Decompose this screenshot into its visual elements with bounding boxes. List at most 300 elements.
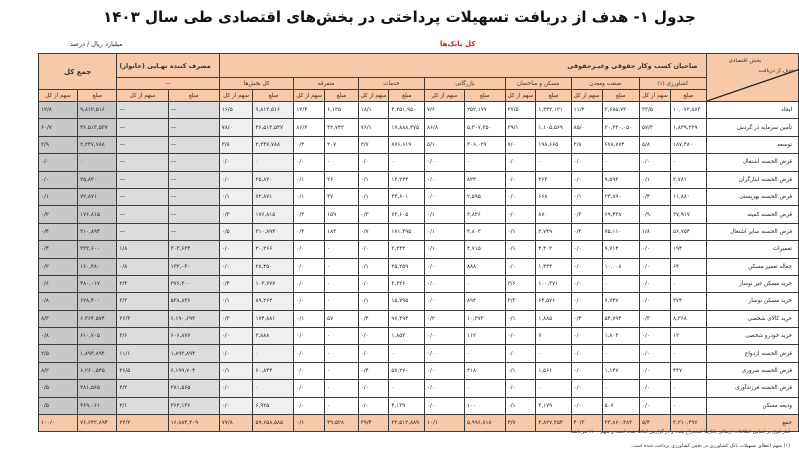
- amount-cell: ۰: [464, 380, 505, 397]
- amount-cell: ۵,۹۹۶,۸۱۸: [464, 415, 505, 432]
- amount-cell: ۱۶,۸۸۴,۴۰۹: [168, 415, 219, 432]
- amount-cell: ۱۰,۳۷۳: [464, 310, 505, 327]
- amount-cell: ۱۰۳,۷۷۷: [253, 275, 294, 292]
- amount-cell: —: [168, 102, 219, 119]
- amount-cell: ۱۰۰,۳۷۱: [536, 275, 571, 292]
- amount-cell: ۶,۹۲۵: [253, 397, 294, 414]
- share-cell: ۰/۰: [571, 241, 602, 258]
- share-cell: ۰/۱: [571, 188, 602, 205]
- share-cell: ۱۱/۲: [571, 102, 602, 119]
- row-label: خرید مسکن نوساز: [706, 293, 798, 310]
- share-cell: ۰/۵: [39, 380, 78, 397]
- share-cell: ۰/۱: [505, 241, 536, 258]
- table-row: [39, 397, 799, 414]
- header-business-owners: صاحبان کسب وکار حقوقی وغیـرحقوقی: [219, 54, 706, 78]
- amount-cell: ۳,۲۲۶: [389, 275, 425, 292]
- share-cell: ۰/۱: [358, 258, 389, 275]
- amount-cell: ۱۰,۰۷۲,۸۸۳: [670, 102, 706, 119]
- share-cell: ۰/۱: [294, 310, 325, 327]
- amount-cell: ۸۹,۲۶۴: [253, 293, 294, 310]
- amount-cell: ۲۳,۵۱۳,۸۸۹: [389, 415, 425, 432]
- amount-cell: ۵۷: [325, 310, 359, 327]
- share-cell: ۰/۴: [39, 223, 78, 240]
- subheader-share: سهم از کل: [425, 90, 465, 102]
- banks-label: کل بانک‌ها: [440, 40, 476, 48]
- table-row: [39, 380, 799, 397]
- amount-cell: ۱,۱۴۷: [602, 362, 639, 379]
- subheader-amount: مبلغ: [78, 90, 117, 102]
- amount-cell: ۵۳۸,۸۳۶: [168, 293, 219, 310]
- amount-cell: ۴,۸۰۳: [464, 223, 505, 240]
- row-label: جمع: [706, 415, 798, 432]
- amount-cell: ۲,۶۸۵,۷۳۰: [602, 102, 639, 119]
- amount-cell: ۰: [325, 380, 359, 397]
- share-cell: ۰/۱: [425, 206, 465, 223]
- share-cell: ۲/۴: [117, 275, 168, 292]
- share-cell: ۰/۰: [219, 171, 253, 188]
- amount-cell: ۰: [325, 293, 359, 310]
- amount-cell: ۲,۷۸۱: [670, 171, 706, 188]
- table-row: [39, 275, 799, 292]
- share-cell: —: [117, 136, 168, 153]
- share-cell: ۱۸/۱: [358, 102, 389, 119]
- share-cell: ۰/۰: [219, 380, 253, 397]
- share-cell: ۰/۰: [505, 258, 536, 275]
- header-final-consumer: مصرف کننده نهـایی (خانوار): [117, 54, 219, 78]
- header-grand-total: جمع کل: [39, 54, 117, 90]
- amount-cell: ۱۷۱,۴۹۵: [389, 223, 425, 240]
- share-cell: ۰/۰: [640, 345, 671, 362]
- row-label: توسعه: [706, 136, 798, 153]
- subheader-amount: مبلغ: [536, 90, 571, 102]
- amount-cell: —: [168, 136, 219, 153]
- share-cell: ۵/۱: [425, 136, 465, 153]
- table-row: [39, 188, 799, 205]
- share-cell: ۰/۰: [425, 380, 465, 397]
- amount-cell: ۳۲۳,۶۰۰: [78, 241, 117, 258]
- share-cell: ۰/۱: [294, 415, 325, 432]
- amount-cell: ۸۷۶,۶۱۹: [389, 136, 425, 153]
- amount-cell: ۱۲,۲۴۴: [389, 171, 425, 188]
- share-cell: ۰/۰: [358, 397, 389, 414]
- amount-cell: ۳,۸۸۸: [253, 328, 294, 345]
- share-cell: ۰/۰: [425, 188, 465, 205]
- share-cell: ۰/۱: [294, 188, 325, 205]
- amount-cell: ۳۸۱,۵۶۵: [78, 380, 117, 397]
- amount-cell: ۲۸,۴۵۰: [253, 258, 294, 275]
- amount-cell: ۵۰۷: [602, 397, 639, 414]
- share-cell: ۰/۰: [294, 241, 325, 258]
- amount-cell: ۶۲۸,۴۰۰: [78, 293, 117, 310]
- amount-cell: ۰: [670, 154, 706, 171]
- amount-cell: ۲,۸۲۷,۴۵۴: [536, 415, 571, 432]
- amount-cell: ۱,۱۰۵,۵۶۹: [536, 119, 571, 136]
- share-cell: ۰/۴: [294, 136, 325, 153]
- share-cell: ۰/۵: [39, 397, 78, 414]
- amount-cell: ۸۹۴: [464, 293, 505, 310]
- amount-cell: ۵۹,۶۵۸,۵۸۵: [253, 415, 294, 432]
- share-cell: ۰/۰: [425, 362, 465, 379]
- amount-cell: ۳,۲۱۰,۴۹۶: [670, 415, 706, 432]
- amount-cell: ۱۸۷,۴۸۰: [670, 136, 706, 153]
- amount-cell: ۱۲: [670, 328, 706, 345]
- table-row: [39, 119, 799, 136]
- share-cell: ۰/۰: [571, 362, 602, 379]
- share-cell: ۲/۹: [39, 136, 78, 153]
- share-cell: —: [117, 206, 168, 223]
- share-cell: ۵/۸: [640, 136, 671, 153]
- row-label: خرید خودرو شخصی: [706, 328, 798, 345]
- share-cell: ۰/۰: [640, 275, 671, 292]
- table-row: [39, 345, 799, 362]
- amount-cell: ۶,۱۳۵: [325, 102, 359, 119]
- unit-note: میلیارد ریال / درصد: [70, 40, 123, 48]
- table-row: [39, 241, 799, 258]
- amount-cell: —: [168, 171, 219, 188]
- share-cell: ۰/۰: [505, 380, 536, 397]
- share-cell: —: [117, 223, 168, 240]
- share-cell: ۰/۰: [425, 171, 465, 188]
- amount-cell: ۱,۸۳۹,۲۲۹: [670, 119, 706, 136]
- subheader-amount: مبلغ: [670, 90, 706, 102]
- share-cell: ۰/۰: [358, 241, 389, 258]
- share-cell: ۰/۰: [39, 171, 78, 188]
- share-cell: ۰/۰: [505, 345, 536, 362]
- amount-cell: ۰: [253, 345, 294, 362]
- share-cell: ۰/۰: [294, 154, 325, 171]
- amount-cell: ۰: [602, 345, 639, 362]
- amount-cell: ۳۰۳,۶۳۴: [168, 241, 219, 258]
- amount-cell: ۱,۸۰۳: [602, 328, 639, 345]
- row-label: قرض الحسنه ایثارگران: [706, 171, 798, 188]
- share-cell: ۴۰/۳: [571, 415, 602, 432]
- share-cell: ۰/۱: [640, 171, 671, 188]
- share-cell: ۸۶/۸: [425, 119, 465, 136]
- share-cell: ۱/۸: [640, 223, 671, 240]
- subheader-share: سهم از کل: [219, 90, 253, 102]
- amount-cell: ۰: [536, 345, 571, 362]
- subheader-share: سهم از کل: [640, 90, 671, 102]
- row-label: قرض الحسنه سایر اشتغال: [706, 223, 798, 240]
- share-cell: ۰/۱: [219, 293, 253, 310]
- share-cell: ۰/۰: [425, 397, 465, 414]
- share-cell: ۰/۱: [505, 397, 536, 414]
- share-cell: ۰/۰: [425, 293, 465, 310]
- amount-cell: ۴۸۰,۰۱۷: [78, 275, 117, 292]
- row-label: قرض الحسنه ضروری: [706, 362, 798, 379]
- table-row: [39, 258, 799, 275]
- share-cell: ۰/۰: [505, 188, 536, 205]
- header-sector-services: خدمات: [358, 78, 424, 90]
- share-cell: ۰/۱: [358, 171, 389, 188]
- page-title: جدول ۱- هدف از دریافت تسهیلات پرداختی در بخش‌های اقتصادی طی سال ۱۴۰۳: [103, 8, 696, 26]
- amount-cell: ۵۷,۲۷۰: [389, 362, 425, 379]
- amount-cell: ۰: [325, 362, 359, 379]
- share-cell: ۰/۰: [294, 397, 325, 414]
- share-cell: —: [117, 188, 168, 205]
- share-cell: ۰/۰: [358, 345, 389, 362]
- share-cell: ۲/۵: [39, 345, 78, 362]
- amount-cell: ۰: [325, 241, 359, 258]
- amount-cell: ۰: [536, 154, 571, 171]
- amount-cell: ۱۷۶,۸۱۵: [253, 206, 294, 223]
- row-label: ودیعه مسکن: [706, 397, 798, 414]
- table-row: [39, 223, 799, 240]
- amount-cell: ۲,۷۴۹: [536, 223, 571, 240]
- share-cell: ۰/۳: [571, 223, 602, 240]
- amount-cell: ۰: [389, 380, 425, 397]
- table-row: [39, 102, 799, 119]
- share-cell: ۰/۳: [358, 206, 389, 223]
- amount-cell: ۶۰,۸۴۴: [253, 362, 294, 379]
- share-cell: ۱۲/۸: [39, 102, 78, 119]
- subheader-share: سهم از کل: [571, 90, 602, 102]
- share-cell: ۴/۷: [505, 415, 536, 432]
- subheader-amount: مبلغ: [325, 90, 359, 102]
- amount-cell: ۶۱۰,۷۰۵: [78, 328, 117, 345]
- amount-cell: ۴۶,۵۱۳,۵۳۷: [253, 119, 294, 136]
- share-cell: ۰/۰: [294, 328, 325, 345]
- amount-cell: ۳۱۰,۸۹۴: [78, 223, 117, 240]
- share-cell: ۳۹/۴: [358, 415, 389, 432]
- amount-cell: ۱۷۴,۸۸۱: [253, 310, 294, 327]
- share-cell: ۰/۴: [640, 188, 671, 205]
- share-cell: ۰/۰: [294, 275, 325, 292]
- share-cell: ۳/۸: [219, 136, 253, 153]
- amount-cell: ۸۲۴: [464, 171, 505, 188]
- share-cell: ۰/۰: [571, 293, 602, 310]
- amount-cell: ۳۳,۸۰۱: [389, 188, 425, 205]
- share-cell: ۰/۰: [219, 328, 253, 345]
- share-cell: ۰/۴: [358, 310, 389, 327]
- share-cell: ۳/۳: [117, 293, 168, 310]
- amount-cell: ۰: [325, 258, 359, 275]
- share-cell: ۰/۰: [640, 380, 671, 397]
- share-cell: ۰/۱: [358, 188, 389, 205]
- share-cell: ۰/۰: [505, 171, 536, 188]
- table-row: [39, 310, 799, 327]
- amount-cell: ۳,۲۴۴: [389, 241, 425, 258]
- amount-cell: ۲۵,۸۳۰: [78, 171, 117, 188]
- share-cell: ۰/۰: [219, 397, 253, 414]
- share-cell: ۷/۰: [505, 136, 536, 153]
- share-cell: ۰/۰: [219, 154, 253, 171]
- amount-cell: ۰: [389, 154, 425, 171]
- share-cell: ۰/۴: [39, 241, 78, 258]
- share-cell: ۰/۰: [219, 241, 253, 258]
- amount-cell: ۱,۸۵۳: [389, 328, 425, 345]
- header-sector-all: کل بخش‌ها: [219, 78, 294, 90]
- amount-cell: ۳۶۹,۰۶۱: [78, 397, 117, 414]
- amount-cell: ۵۶,۷۵۴: [670, 223, 706, 240]
- amount-cell: ۰: [78, 154, 117, 171]
- subheader-amount: مبلغ: [464, 90, 505, 102]
- amount-cell: ۰: [464, 154, 505, 171]
- amount-cell: ۱,۸۸۵: [536, 310, 571, 327]
- share-cell: ۱۰/۱: [425, 415, 465, 432]
- amount-cell: ۲۵,۸۳۰: [253, 171, 294, 188]
- amount-cell: ۱,۳۴۲,۱۲۱: [536, 102, 571, 119]
- amount-cell: ۰: [464, 345, 505, 362]
- share-cell: ۰/۰: [640, 258, 671, 275]
- amount-cell: —: [168, 154, 219, 171]
- share-cell: ۰/۴: [358, 362, 389, 379]
- amount-cell: ۰: [325, 275, 359, 292]
- share-cell: ۰/۰: [571, 328, 602, 345]
- amount-cell: ۸۸۸: [464, 258, 505, 275]
- share-cell: ۲/۲: [117, 380, 168, 397]
- share-cell: ۰/۳: [640, 310, 671, 327]
- share-cell: ۲۷/۵: [505, 102, 536, 119]
- amount-cell: ۲۵,۲۵۹: [389, 258, 425, 275]
- share-cell: ۳۳/۵: [640, 102, 671, 119]
- share-cell: ۰/۰: [640, 241, 671, 258]
- share-cell: —: [117, 154, 168, 171]
- share-cell: ۰/۰: [640, 293, 671, 310]
- share-cell: ۰/۶: [39, 275, 78, 292]
- amount-cell: ۴۲,۷۴۳: [325, 119, 359, 136]
- share-cell: ۰/۱: [219, 362, 253, 379]
- amount-cell: ۶۴,۵۷۶: [536, 293, 571, 310]
- share-cell: ۷۶/۱: [358, 119, 389, 136]
- subheader-share: سهم از کل: [117, 90, 168, 102]
- table-row: [39, 206, 799, 223]
- amount-cell: ۰: [464, 275, 505, 292]
- share-cell: ۰/۰: [294, 380, 325, 397]
- amount-cell: ۱,۸۹۳,۸۹۴: [168, 345, 219, 362]
- amount-cell: ۲,۲۴۷,۷۸۸: [253, 136, 294, 153]
- share-cell: ۱۲/۴: [294, 102, 325, 119]
- amount-cell: ۵۴,۷۹۴: [602, 310, 639, 327]
- share-cell: ۰/۰: [294, 293, 325, 310]
- header-sector-housing: مسکن و ساختمان: [505, 78, 571, 90]
- amount-cell: ۱۳۲,۰۳۰: [168, 258, 219, 275]
- share-cell: ۰/۰: [39, 154, 78, 171]
- amount-cell: ۹۷,۴۹۴: [389, 310, 425, 327]
- share-cell: ۰/۰: [294, 362, 325, 379]
- share-cell: ۰/۵: [219, 223, 253, 240]
- amount-cell: ۱۹۴: [670, 241, 706, 258]
- share-cell: ۰/۱: [219, 188, 253, 205]
- amount-cell: ۴,۲۵۱,۹۵۰: [389, 102, 425, 119]
- amount-cell: ۰: [325, 397, 359, 414]
- share-cell: ۰/۱: [505, 362, 536, 379]
- share-cell: ۳۹/۱: [505, 119, 536, 136]
- corner-sector: بخش اقتصادی: [728, 58, 762, 64]
- row-label: ایجاد: [706, 102, 798, 119]
- share-cell: ۲۲/۲: [117, 415, 168, 432]
- row-label: قرض الحسنه کمیته: [706, 206, 798, 223]
- share-cell: ۰/۴: [571, 310, 602, 327]
- subheader-amount: مبلغ: [602, 90, 639, 102]
- amount-cell: ۶۰۶,۸۷۷: [168, 328, 219, 345]
- amount-cell: ۰: [253, 154, 294, 171]
- share-cell: ۰/۰: [505, 328, 536, 345]
- amount-cell: ۴۶,۵۱۳,۵۳۷: [78, 119, 117, 136]
- corner-header: [706, 54, 798, 102]
- share-cell: —: [117, 119, 168, 136]
- header-sector-industry: صنعت ومعدن: [571, 78, 639, 90]
- amount-cell: —: [168, 206, 219, 223]
- subheader-amount: مبلغ: [253, 90, 294, 102]
- header-final-consumer-sub: —: [117, 78, 219, 90]
- share-cell: ۰/۰: [425, 275, 465, 292]
- amount-cell: ۳۷: [325, 188, 359, 205]
- subheader-share: سهم از کل: [358, 90, 389, 102]
- share-cell: ۰/۰: [294, 258, 325, 275]
- amount-cell: ۱۶۰,۴۸۰: [78, 258, 117, 275]
- share-cell: ۰/۱: [425, 241, 465, 258]
- amount-cell: ۹,۸۱۲,۵۱۶: [253, 102, 294, 119]
- subheader-share: سهم از کل: [505, 90, 536, 102]
- amount-cell: ۱۹۸,۶۶۵: [536, 136, 571, 153]
- share-cell: ۰/۰: [571, 258, 602, 275]
- share-cell: ۵/۴: [640, 415, 671, 432]
- share-cell: ۰/۲: [425, 310, 465, 327]
- share-cell: ۰/۰: [358, 154, 389, 171]
- amount-cell: ۱۰۰: [464, 397, 505, 414]
- share-cell: ۰/۱: [294, 171, 325, 188]
- amount-cell: ۲۰,۲۲۰,۰۵۰: [602, 119, 639, 136]
- share-cell: ۰/۰: [640, 328, 671, 345]
- amount-cell: ۲۳,۸۶۰,۴۸۳: [602, 415, 639, 432]
- header-sector-agriculture: کشاورزی (۱): [640, 78, 707, 90]
- share-cell: ۰/۰: [505, 154, 536, 171]
- share-cell: ۱۶/۵: [219, 102, 253, 119]
- amount-cell: ۲۷۴: [670, 293, 706, 310]
- share-cell: ۰/۰: [640, 154, 671, 171]
- share-cell: ۰/۰: [640, 397, 671, 414]
- amount-cell: ۱,۸۹۳,۸۹۴: [78, 345, 117, 362]
- share-cell: ۳۶/۵: [117, 362, 168, 379]
- amount-cell: ۳۱۰,۸۹۴: [253, 223, 294, 240]
- share-cell: ۲/۸: [571, 136, 602, 153]
- row-label: تعمیرات: [706, 241, 798, 258]
- share-cell: ۲/۱: [117, 397, 168, 414]
- share-cell: ۰/۰: [358, 328, 389, 345]
- share-cell: ۰/۰: [219, 345, 253, 362]
- share-cell: ۳/۶: [505, 275, 536, 292]
- table-row: [39, 362, 799, 379]
- amount-cell: ۹,۷۱۴: [602, 241, 639, 258]
- row-label: خرید کالای شخصی: [706, 310, 798, 327]
- amount-cell: ۵,۲۰۷,۳۵۰: [464, 119, 505, 136]
- amount-cell: ۹,۵۹۳: [602, 171, 639, 188]
- amount-cell: ۰: [536, 380, 571, 397]
- amount-cell: ۴,۱۳۹: [389, 397, 425, 414]
- amount-cell: ۱۷۶,۸۱۵: [78, 206, 117, 223]
- share-cell: ۰/۰: [294, 345, 325, 362]
- amount-cell: ۳,۸۲۶: [464, 206, 505, 223]
- share-cell: ۰/۰: [358, 380, 389, 397]
- row-label: قرض الحسنه فرزندآوری: [706, 380, 798, 397]
- footnote-agriculture: (۱) سهم اعطای تسهیلات بانک کشاورزی در بخش کشاورزی پرداخت شده است.: [630, 444, 790, 449]
- share-cell: ۰/۹: [640, 206, 671, 223]
- share-cell: ۰/۱: [358, 293, 389, 310]
- share-cell: ۸۶/۳: [294, 119, 325, 136]
- share-cell: ۱۰۰/۰: [39, 415, 78, 432]
- share-cell: ۰/۷: [358, 223, 389, 240]
- share-cell: ۰/۰: [425, 345, 465, 362]
- amount-cell: ۲۰۷: [325, 136, 359, 153]
- amount-cell: ۶,۱۹۹,۷۰۴: [168, 362, 219, 379]
- amount-cell: ۱,۴۴۴: [536, 258, 571, 275]
- amount-cell: ۳۶۲,۱۳۶: [168, 397, 219, 414]
- table-row: [39, 293, 799, 310]
- amount-cell: —: [168, 223, 219, 240]
- table-row: [39, 136, 799, 153]
- amount-cell: ۷۲,۸۷۱: [253, 188, 294, 205]
